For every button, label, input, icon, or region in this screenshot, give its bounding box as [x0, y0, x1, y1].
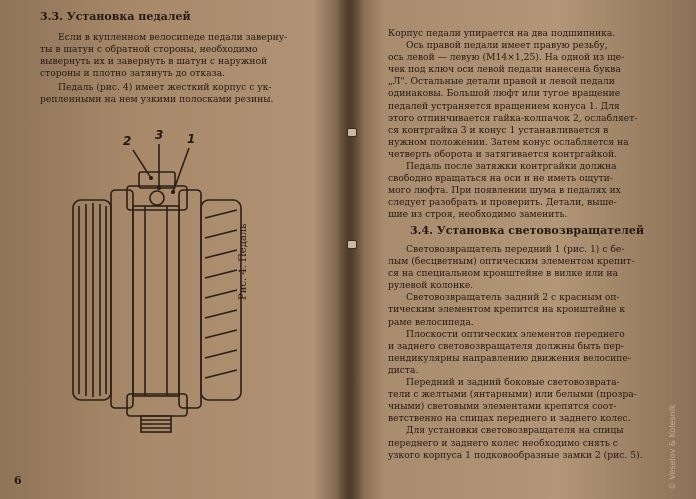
text-line: чек под ключ оси левой педали нанесена буква [388, 64, 621, 76]
text-line: вывернуть их и завернуть в шатун с наружной [40, 56, 268, 68]
text-line: диста. [388, 364, 419, 376]
text-line: раме велосипеда. [388, 316, 474, 328]
section-heading-reflectors: 3.4. Установка световозвращателей [410, 224, 645, 237]
text-line: ты в шатун с обратной стороны, необходимо [40, 44, 258, 56]
text-line: и заднего световозвращателя должны быть пер- [388, 340, 624, 352]
text-line: тели с желтыми (янтарными) или белыми (прозра- [388, 389, 637, 401]
left-frame-plate [111, 190, 133, 408]
figure-pedal-drawing [55, 128, 265, 438]
text-line: чными) световыми элементами крепятся соот- [388, 401, 617, 413]
text-line: стороны и плотно затянуть до отказа. [40, 68, 225, 80]
text-line: одинаковы. Большой люфт или тугое вращение [388, 88, 621, 100]
right-frame-plate [179, 190, 201, 408]
right-page [350, 0, 696, 499]
text-line: этого отпинчивается гайка-колпачок 2, ослабляет- [388, 112, 638, 124]
figure-caption: Рис. 4. Педаль [238, 223, 249, 300]
staple-top [347, 128, 357, 137]
text-line: свободно вращаться на оси и не иметь ощути- [388, 173, 613, 185]
text-line: нужном положении. Затем конус ослабляется на [388, 136, 629, 148]
text-line: педалей устраняется вращением конуса 1. Для [388, 100, 620, 112]
text-line: ся контргайка 3 и конус 1 устанавливается в [388, 124, 609, 136]
pedal-axle [133, 206, 179, 396]
text-line: следует разобрать и проверить. Детали, выше- [388, 197, 617, 209]
staple-bottom [347, 240, 357, 249]
photo-watermark: © Veselov & Kolesnik [668, 404, 677, 490]
section-heading-pedals: 3.3. Установка педалей [40, 10, 191, 23]
bottom-bearing [127, 394, 187, 416]
text-line: Педаль (рис. 4) имеет жесткий корпус с ук- [58, 82, 272, 93]
text-line: ся на специальном кронштейне в вилке или на [388, 268, 619, 280]
paragraph-reflectors [388, 244, 688, 462]
text-line: Для установки световозвращателя на спицы [406, 425, 624, 437]
paragraph-pedal-adjustment [388, 28, 688, 222]
text-line: Световозвращатель передний 1 (рис. 1) с бе- [406, 244, 625, 255]
text-line: Ось правой педали имеет правую резьбу, [406, 40, 608, 52]
text-line: тическим элементом крепится на кронштейне к [388, 304, 626, 316]
bearing-ball [150, 191, 164, 205]
text-line: ось левой — левую (М14×1,25). На одной из ще- [388, 52, 625, 64]
pedal-illustration [55, 128, 265, 438]
text-line: мого люфта. При появлении шума в педалях их [388, 185, 621, 197]
text-line: шие из строя, необходимо заменить. [388, 209, 568, 221]
text-line: узкого корпуса 1 подковообразные замки 2 (рис. 5). [388, 449, 643, 461]
text-line: Корпус педали упирается на два подшипника. [388, 28, 616, 39]
text-line: репленными на нем узкими полосками резины. [40, 94, 274, 106]
text-line: переднего и заднего колес необходимо снять с [388, 437, 618, 449]
text-line: Передний и задний боковые световозврата- [406, 377, 620, 389]
page-number: 6 [14, 474, 22, 487]
text-line: Световозвращатель задний 2 с красным оп- [406, 292, 620, 304]
text-line: Плоскости оптических элементов переднего [406, 328, 625, 340]
text-line: лым (бесцветным) оптическим элементом крепит- [388, 256, 635, 268]
text-line: пендикулярны направлению движения велосипе- [388, 352, 631, 364]
text-line: рулевой колонке. [388, 280, 474, 292]
callout-locknut: 3 [155, 128, 164, 142]
text-line: „Л". Остальные детали правой и левой педали [388, 76, 615, 88]
book-spine-shadow [336, 0, 364, 499]
text-line: четверть оборота и затягивается контргайкой. [388, 148, 618, 160]
callout-cone: 1 [187, 132, 196, 146]
paragraph-pedal-mounting [40, 32, 320, 80]
text-line: ветственно на спицах переднего и заднего колес. [388, 413, 631, 425]
callout-cap-nut: 2 [123, 134, 132, 148]
text-line: Педаль после затяжки контргайки должна [406, 161, 617, 173]
text-line: Если в купленном велосипеде педали заверну- [58, 32, 288, 43]
paragraph-pedal-body [40, 82, 320, 106]
